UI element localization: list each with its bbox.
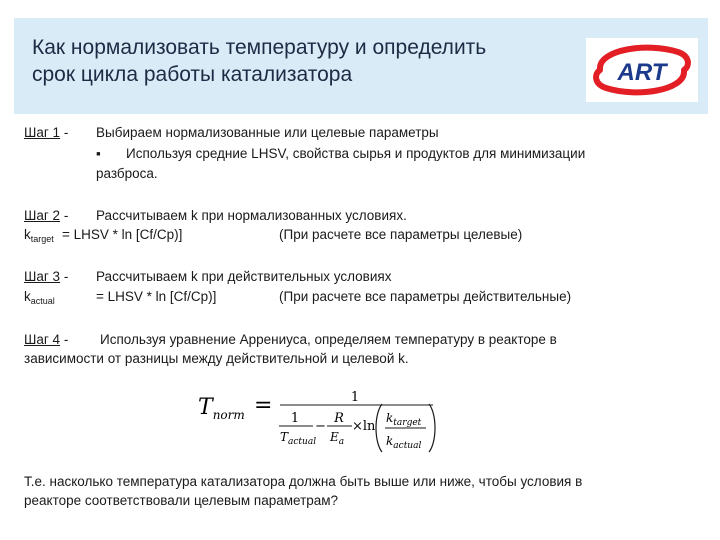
formula-k-target: $k_{target}$ — [386, 411, 422, 428]
title-line-1: Как нормализовать температуру и определить — [32, 36, 487, 59]
k-symbol: k — [24, 227, 31, 242]
step-1-text: Выбираем нормализованные или целевые параметры — [96, 125, 439, 140]
step-4-text-line-2: зависимости от разницы между действительной и целевой k. — [24, 351, 409, 366]
formula-r: R — [334, 411, 344, 426]
step-4-text-line-1: Используя уравнение Аррениуса, определяем температуру в реакторе в — [100, 332, 557, 347]
k-subscript: target — [30, 234, 54, 244]
step-3-text: Рассчитываем k при действительных условиях — [96, 269, 392, 284]
formula-one: 1 — [290, 411, 300, 426]
formula-left-paren — [376, 404, 382, 452]
conclusion-line-1: Т.е. насколько температура катализатора должна быть выше или ниже, чтобы условия в — [24, 474, 583, 489]
step-1-subtext-line-2: разброса. — [96, 166, 158, 181]
step-4-label-text: Шаг 4 — [24, 332, 61, 347]
step-4-dash: - — [63, 332, 69, 347]
title-line-2: срок цикла работы катализатора — [32, 63, 353, 86]
formula-k-actual: $k_{actual}$ — [386, 434, 422, 451]
formula-t-actual: $T_{actual}$ — [280, 430, 317, 447]
step-3-k-actual — [24, 288, 55, 310]
step-2-text: Рассчитываем k при нормализованных условиях. — [96, 208, 407, 223]
formula-e-a: $E_a$ — [330, 430, 345, 447]
step-3-label-text: Шаг 3 — [24, 269, 61, 284]
step-1-label — [24, 124, 68, 142]
arrhenius-formula — [196, 382, 446, 454]
step-2-label-text: Шаг 2 — [24, 208, 61, 223]
logo-text: ART — [617, 59, 667, 86]
step-1-bullet: ▪ — [96, 146, 101, 161]
formula-minus: − — [315, 419, 326, 434]
page-title — [32, 34, 486, 88]
step-2-note: (При расчете все параметры целевые) — [279, 227, 523, 242]
k-subscript: actual — [30, 296, 55, 306]
title-banner — [14, 18, 708, 114]
step-3-formula: = LHSV * ln [Cf/Cp)] — [96, 289, 217, 304]
formula-right-paren — [429, 404, 435, 452]
step-2-formula: = LHSV * ln [Cf/Cp)] — [62, 227, 183, 242]
formula-times-ln: ×ln — [352, 419, 376, 434]
step-3-label — [24, 268, 68, 286]
formula-equals: = — [254, 393, 273, 418]
step-1-subtext-line-1: Используя средние LHSV, свойства сырья и продуктов для минимизации — [126, 146, 586, 161]
step-4-label — [24, 331, 68, 349]
formula-numerator: 1 — [350, 390, 360, 405]
step-3-note: (При расчете все параметры действительные) — [279, 289, 572, 304]
step-1-dash: - — [63, 125, 69, 140]
step-2-label — [24, 207, 68, 225]
art-logo — [586, 38, 698, 102]
conclusion-line-2: реакторе соответствовали целевым параметрам? — [24, 493, 339, 508]
step-1-label-text: Шаг 1 — [24, 125, 61, 140]
step-2-dash: - — [63, 208, 69, 223]
step-3-dash: - — [63, 269, 69, 284]
step-2-k-target — [24, 226, 54, 248]
formula-t-norm: $T_{norm}$ — [198, 395, 245, 422]
k-symbol: k — [24, 289, 31, 304]
